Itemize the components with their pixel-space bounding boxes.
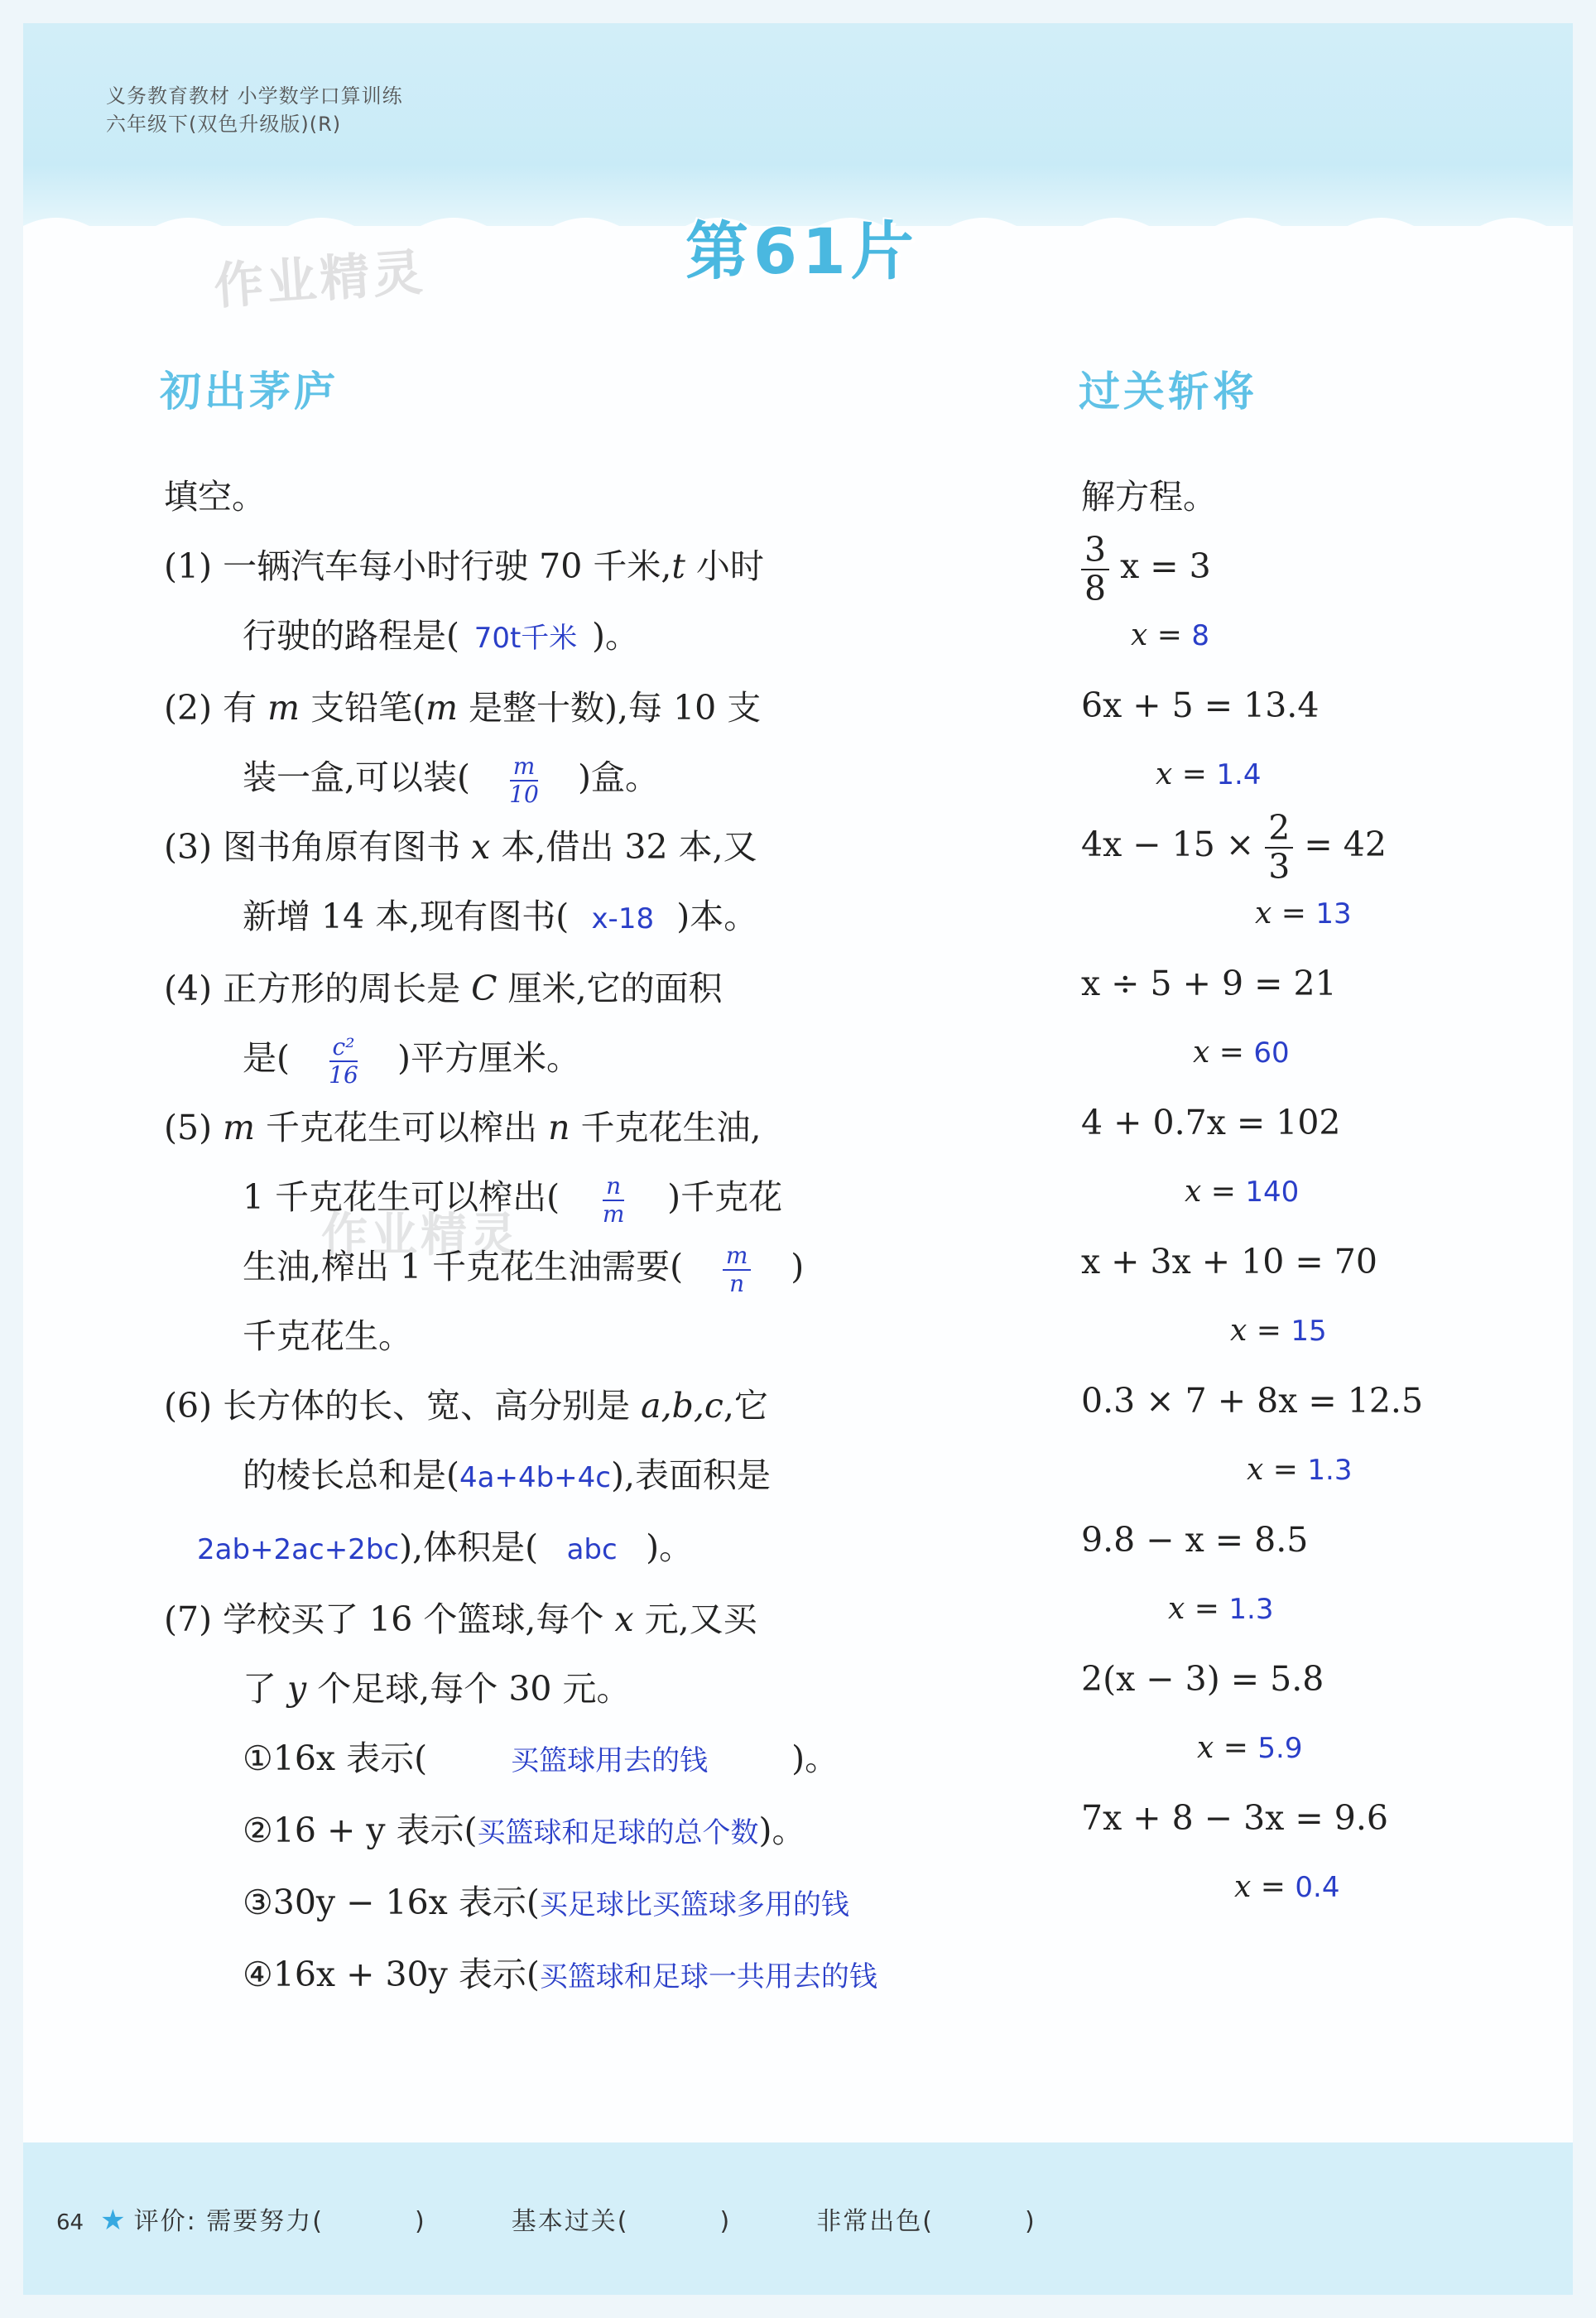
question-text: 长方体的长、宽、高分别是 <box>223 1386 642 1426</box>
answer: 买篮球和足球一共用去的钱 <box>539 1960 877 1993</box>
variable: x <box>614 1599 634 1639</box>
equation-1: $\frac{3}{8}$ x = 3 <box>1081 531 1545 601</box>
page-title: 第61片 <box>685 214 919 288</box>
question-text: 学校买了 16 个篮球,每个 <box>223 1599 615 1639</box>
sub-question-label: ③30y − 16x 表示( <box>243 1883 540 1922</box>
question-number: (6) <box>164 1386 213 1426</box>
book-title-line1: 义务教育教材 小学数学口算训练 <box>106 84 403 108</box>
question-text: 行驶的路程是( <box>243 616 459 656</box>
rating-basic-pass: 基本过关( <box>511 2207 629 2236</box>
rating-needs-effort: 需要努力( <box>206 2207 324 2236</box>
solution-9: x = 5.9 <box>1197 1731 1303 1765</box>
question-number: (2) <box>164 688 213 728</box>
equation-section <box>1081 462 1545 1922</box>
question-text: )盒。 <box>578 757 660 797</box>
answer-fraction: $\frac{m}{10}$ <box>509 752 539 808</box>
evaluation-label: 评价: <box>133 2207 197 2236</box>
fraction: $\frac{2}{3}$ <box>1265 811 1293 884</box>
question-number: (3) <box>164 827 213 867</box>
variable: t <box>671 546 685 586</box>
question-text: )平方厘米。 <box>397 1038 580 1078</box>
question-text: 的棱长总和是( <box>243 1455 459 1495</box>
section-title-left: 初出茅庐 <box>160 368 339 416</box>
solution-10: x = 0.4 <box>1234 1870 1340 1904</box>
solution-6: x = 15 <box>1230 1314 1327 1348</box>
question-text: )千克花 <box>667 1177 783 1217</box>
watermark-middle: 作业精灵 <box>321 1209 520 1262</box>
question-text: 小时 <box>685 546 764 586</box>
variable: C <box>471 969 498 1008</box>
question-text: ),表面积是 <box>610 1455 772 1495</box>
solution-8: x = 1.3 <box>1168 1592 1274 1626</box>
answer: x-18 <box>591 902 655 935</box>
answer: 1.3 <box>1228 1593 1274 1626</box>
sub-question-label: ②16 + y 表示( <box>243 1811 478 1850</box>
question-text: 厘米,它的面积 <box>497 969 723 1008</box>
answer: 买篮球和足球的总个数 <box>477 1816 759 1849</box>
question-text: )。 <box>592 616 639 656</box>
question-text: ) <box>791 1247 805 1286</box>
equation-2: 6x + 5 = 13.4 <box>1081 685 1320 725</box>
answer: 1.3 <box>1307 1454 1353 1487</box>
answer: 5.9 <box>1257 1732 1303 1765</box>
variable: x <box>471 827 491 867</box>
evaluation-bar: 64 ★ 评价: 需要努力( ) 基本过关( ) 非常出色( ) <box>56 2204 1036 2237</box>
answer-fraction: $\frac{\text{c²}}{16}$ <box>329 1032 358 1089</box>
question-text: 个足球,每个 30 元。 <box>306 1669 631 1709</box>
fill-in-section <box>164 462 1041 2012</box>
solution-1: x = 8 <box>1131 618 1210 652</box>
answer: 0.4 <box>1295 1871 1340 1904</box>
answer: 买篮球用去的钱 <box>511 1744 709 1777</box>
question-text: )本。 <box>676 897 758 936</box>
question-number: (1) <box>164 546 213 586</box>
question-text: 本,借出 32 本,又 <box>490 827 757 867</box>
question-text: )。 <box>646 1527 694 1567</box>
workbook-page <box>23 23 1573 2295</box>
solution-4: x = 60 <box>1193 1036 1290 1070</box>
question-text: 一辆汽车每小时行驶 70 千米, <box>223 546 672 586</box>
rating-excellent: 非常出色( <box>816 2207 935 2236</box>
answer: 60 <box>1253 1036 1290 1070</box>
question-text: 正方形的周长是 <box>223 969 472 1008</box>
question-3 <box>164 812 1041 954</box>
question-4 <box>164 954 1041 1093</box>
question-text: 是整十数),每 10 支 <box>457 688 762 728</box>
equation-5: 4 + 0.7x = 102 <box>1081 1103 1341 1142</box>
question-text: 有 <box>223 688 268 728</box>
question-number: (7) <box>164 1599 213 1639</box>
page-number: 64 <box>56 2210 84 2235</box>
equation-4: x ÷ 5 + 9 = 21 <box>1081 964 1337 1003</box>
question-text: 新增 14 本,现有图书( <box>243 897 570 936</box>
question-text: 生油,榨出 1 千克花生油需要( <box>243 1247 684 1286</box>
answer: 13 <box>1315 897 1352 931</box>
equation-6: x + 3x + 10 = 70 <box>1081 1242 1377 1282</box>
question-text: 是( <box>243 1038 290 1078</box>
question-text: 1 千克花生可以榨出( <box>243 1177 560 1217</box>
solution-2: x = 1.4 <box>1156 757 1262 791</box>
question-text: )。 <box>791 1738 839 1778</box>
instruction-right: 解方程。 <box>1081 477 1217 517</box>
answer-fraction: $\frac{m}{n}$ <box>723 1244 752 1296</box>
answer: 15 <box>1291 1315 1327 1348</box>
answer-fraction: $\frac{n}{m}$ <box>602 1171 625 1228</box>
question-text: 支铅笔( <box>300 688 426 728</box>
answer: 1.4 <box>1216 758 1262 791</box>
equation-3: 4x − 15 × $\frac{2}{3}$ = 42 <box>1081 807 1387 887</box>
question-1 <box>164 531 1041 673</box>
question-text: 了 <box>243 1669 288 1709</box>
fraction: $\frac{3}{8}$ <box>1081 533 1109 606</box>
answer: 70t千米 <box>474 622 578 655</box>
question-text: 千克花生油, <box>570 1108 762 1147</box>
variable: m <box>267 688 300 728</box>
variable: m <box>425 688 458 728</box>
question-text: 图书角原有图书 <box>223 827 472 867</box>
answer: 4a+4b+4c <box>459 1461 611 1494</box>
question-text: )。 <box>758 1811 806 1850</box>
equation-10: 7x + 8 − 3x = 9.6 <box>1081 1798 1388 1838</box>
sub-question-label: ④16x + 30y 表示( <box>243 1955 540 1994</box>
question-number: (5) <box>164 1108 213 1147</box>
equation-7: 0.3 × 7 + 8x = 12.5 <box>1081 1381 1424 1421</box>
sub-question-label: ①16x 表示( <box>243 1738 428 1778</box>
instruction-left: 填空。 <box>164 477 266 517</box>
solution-3: x = 13 <box>1255 897 1352 931</box>
answer: 8 <box>1191 619 1210 652</box>
variable: a,b,c <box>641 1386 723 1426</box>
question-text: 元,又买 <box>633 1599 757 1639</box>
question-text: ,它 <box>723 1386 768 1426</box>
question-2 <box>164 673 1041 812</box>
answer: abc <box>566 1533 618 1566</box>
answer: 买足球比买篮球多用的钱 <box>539 1888 849 1921</box>
variable: n <box>548 1108 570 1147</box>
question-text: 千克花生。 <box>243 1316 412 1356</box>
star-icon: ★ <box>100 2204 127 2237</box>
question-text: 装一盒,可以装( <box>243 757 471 797</box>
question-6 <box>164 1371 1041 1585</box>
equation-9: 2(x − 3) = 5.8 <box>1081 1659 1324 1699</box>
question-number: (4) <box>164 969 213 1008</box>
variable: y <box>287 1669 307 1709</box>
watermark-top: 作业精灵 <box>212 243 428 316</box>
section-title-right: 过关斩将 <box>1079 368 1257 416</box>
equation-8: 9.8 − x = 8.5 <box>1081 1520 1309 1560</box>
question-5 <box>164 1093 1041 1371</box>
answer: 140 <box>1245 1176 1300 1209</box>
variable: m <box>223 1108 256 1147</box>
solution-7: x = 1.3 <box>1247 1453 1353 1487</box>
question-7 <box>164 1585 1041 2012</box>
question-text: ),体积是( <box>399 1527 539 1567</box>
question-text: 千克花生可以榨出 <box>255 1108 549 1147</box>
answer: 2ab+2ac+2bc <box>197 1533 400 1566</box>
book-title-line2: 六年级下(双色升级版)(R) <box>106 113 342 136</box>
solution-5: x = 140 <box>1185 1175 1300 1209</box>
